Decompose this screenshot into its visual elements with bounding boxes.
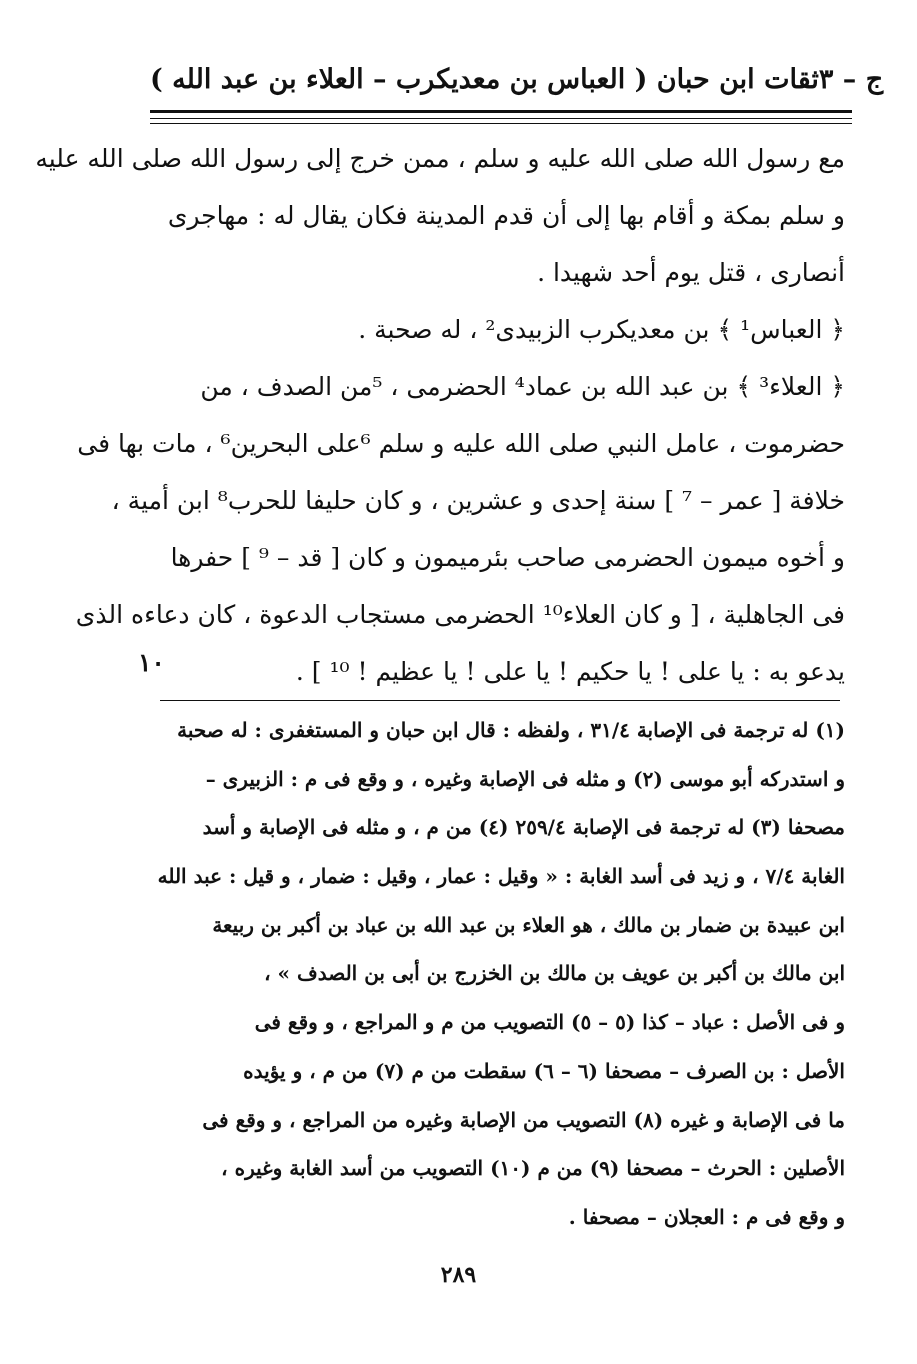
- footnote-line: (١) له ترجمة فى الإصابة ٣١/٤ ، ولفظه : قال ابن حبان و المستغفرى : له صحبة: [177, 718, 845, 742]
- footnote-line: ما فى الإصابة و غيره (٨) التصويب من الإصابة وغيره من المراجع ، و وقع فى: [202, 1107, 845, 1132]
- footnote-line: الغابة ٧/٤ ، و زيد فى أسد الغابة : « وقيل : عمار ، وقيل : ضمار ، و قيل : عبد الله: [157, 864, 845, 889]
- footnote-line: و وقع فى م : العجلان – مصحفا .: [568, 1204, 845, 1229]
- text-line: فى الجاهلية ، [ و كان العلاء¹⁰ الحضرمى مستجاب الدعوة ، كان دعاءه الذى: [75, 600, 845, 629]
- header-rule-thick: [150, 110, 852, 113]
- footnote-line: الأصل : بن الصرف – مصحفا (٦ – ٦) سقطت من م (٧) من م ، و يؤيده: [243, 1058, 845, 1083]
- text-line: ﴿ العلاء³ ﴾ بن عبد الله بن عماد⁴ الحضرمى ، ⁵من الصدف ، من: [200, 372, 845, 401]
- footnote-rule: [160, 700, 840, 701]
- footnote-line: الأصلين : الحرث – مصحفا (٩) من م (١٠) التصويب من أسد الغابة وغيره ،: [221, 1156, 845, 1181]
- running-header: [150, 55, 884, 103]
- header-title: ثقات ابن حبان ( العباس بن معديكرب – العلاء بن عبد الله ): [150, 63, 819, 95]
- footnotes: [155, 706, 845, 1242]
- footnote-line: ابن عبيدة بن ضمار بن مالك ، هو العلاء بن عبد الله بن عباد بن أكبر بن ربيعة: [212, 912, 845, 937]
- header-rule-thin-2: [150, 123, 852, 124]
- text-line: أنصارى ، قتل يوم أحد شهيدا .: [537, 258, 845, 287]
- text-line: ﴿ العباس¹ ﴾ بن معديكرب الزبيدى² ، له صحبة .: [358, 315, 845, 344]
- footnote-line: ابن مالك بن أكبر بن عويف بن مالك بن الخزرج بن أبى بن الصدف » ،: [264, 961, 845, 986]
- text-line: يدعو به : يا على ! يا حكيم ! يا على ! يا عظيم ! ¹⁰ ] .: [295, 657, 845, 686]
- header-volume: ج – ٣: [818, 63, 884, 95]
- text-line: حضرموت ، عامل النبي صلى الله عليه و سلم ⁶على البحرين⁶ ، مات بها فى: [77, 429, 845, 458]
- page-number: ٢٨٩: [440, 1262, 477, 1288]
- footnote-line: و استدركه أبو موسى (٢) و مثله فى الإصابة وغيره ، و وقع فى م : الزبيرى –: [205, 766, 845, 791]
- text-line: و أخوه ميمون الحضرمى صاحب بئرميمون و كان [ قد – ⁹ ] حفرها: [170, 543, 845, 572]
- footnote-line: مصحفا (٣) له ترجمة فى الإصابة ٢٥٩/٤ (٤) من م ، و مثله فى الإصابة و أسد: [202, 815, 845, 840]
- footnote-line: و فى الأصل : عباد – كذا (٥ – ٥) التصويب من م و المراجع ، و وقع فى: [254, 1010, 845, 1035]
- header-rule-thin: [150, 118, 852, 119]
- margin-line-number: ١٠: [138, 648, 165, 677]
- text-line: و سلم بمكة و أقام بها إلى أن قدم المدينة فكان يقال له : مهاجرى: [167, 201, 845, 230]
- text-line: مع رسول الله صلى الله عليه و سلم ، ممن خرج إلى رسول الله صلى الله عليه: [35, 144, 845, 173]
- text-line: خلافة [ عمر – ⁷ ] سنة إحدى و عشرين ، و كان حليفا للحرب⁸ ابن أمية ،: [111, 486, 845, 515]
